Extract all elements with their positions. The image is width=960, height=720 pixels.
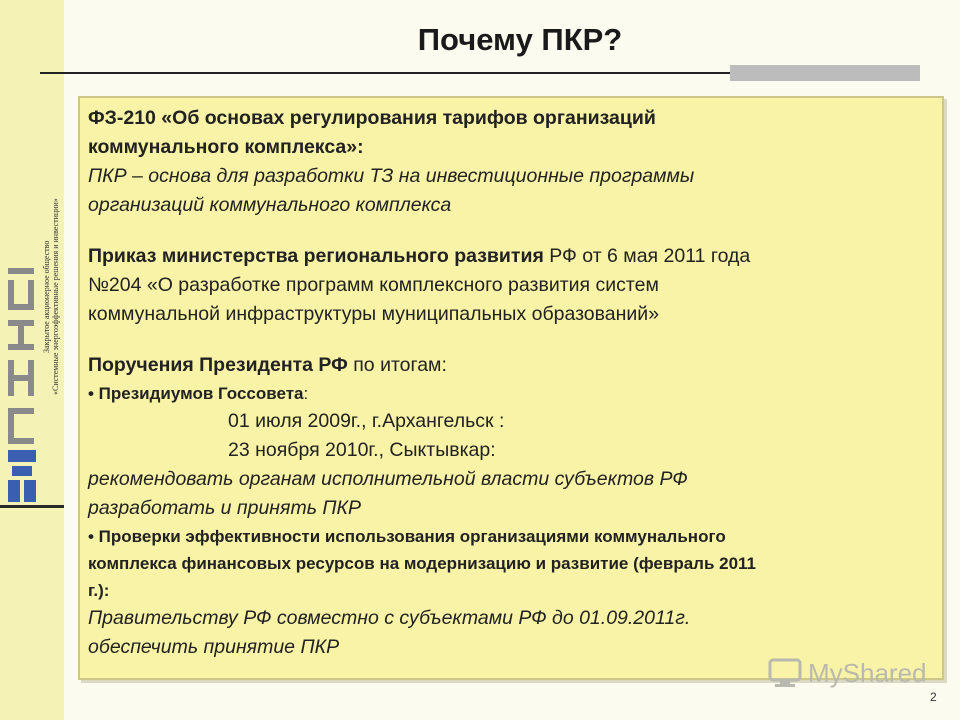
bullet-gossovet-label: • Президиумов Госсовета <box>88 384 304 403</box>
section-president-bold: Поручения Президента РФ <box>88 354 348 376</box>
bullet-audit-line3: г.): <box>88 581 110 600</box>
watermark-text: MyShared <box>808 658 927 688</box>
bullet-gossovet-date2: 23 ноября 2010г., Сыктывкар: <box>228 439 496 461</box>
section-president-rest: по итогам: <box>347 354 447 376</box>
bullet-audit-text-line2: обеспечить принятие ПКР <box>88 636 340 658</box>
bullet-audit-line2: комплекса финансовых ресурсов на модернизацию и развитие (февраль 2011 <box>88 554 757 573</box>
spacer <box>88 220 942 242</box>
content-box <box>78 96 944 680</box>
page-title: Почему ПКР? <box>417 22 623 57</box>
section-fz210-text-line1: ПКР – основа для разработки ТЗ на инвестиционные программы <box>88 165 695 187</box>
section-fz210-text-line2: организаций коммунального комплекса <box>88 194 452 216</box>
section-fz210-title-line1: ФЗ-210 «Об основах регулирования тарифов организаций <box>88 107 656 129</box>
section-fz210-title-line2: коммунального комплекса»: <box>88 136 364 158</box>
bullet-gossovet-text-line1: рекомендовать органам исполнительной власти субъектов РФ <box>88 468 688 490</box>
section-president-heading <box>88 351 942 380</box>
bullet-gossovet-text-line2: разработать и принять ПКР <box>88 497 361 519</box>
section-order-line1 <box>88 242 942 271</box>
title-accent-bar <box>730 65 920 81</box>
bullet-gossovet-date1: 01 июля 2009г., г.Архангельск : <box>228 410 505 432</box>
logo-tagline-line1: Закрытое акционерное общество <box>42 240 51 354</box>
monitor-icon <box>768 658 802 688</box>
bullet-audit-text-line1: Правительству РФ совместно с субъектами РФ до 01.09.2011г. <box>88 607 691 629</box>
section-order-line2: №204 «О разработке программ комплексного развития систем <box>88 274 659 296</box>
watermark <box>768 656 928 696</box>
logo-tagline <box>42 152 62 442</box>
spacer <box>88 329 942 351</box>
bullet-gossovet <box>88 380 942 407</box>
bullet-gossovet-colon: : <box>303 384 309 403</box>
slide-number: 2 <box>930 690 937 704</box>
section-order-bold: Приказ министерства регионального развития <box>88 245 544 267</box>
bullet-audit-line1: • Проверки эффективности использования организациями коммунального <box>88 527 726 546</box>
section-order-line3: коммунальной инфраструктуры муниципальных образований» <box>88 303 660 325</box>
section-order-rest: РФ от 6 мая 2011 года <box>543 245 751 267</box>
logo-tagline-line2: «Системные энергоэффективные решения и инвестиции» <box>51 198 60 396</box>
